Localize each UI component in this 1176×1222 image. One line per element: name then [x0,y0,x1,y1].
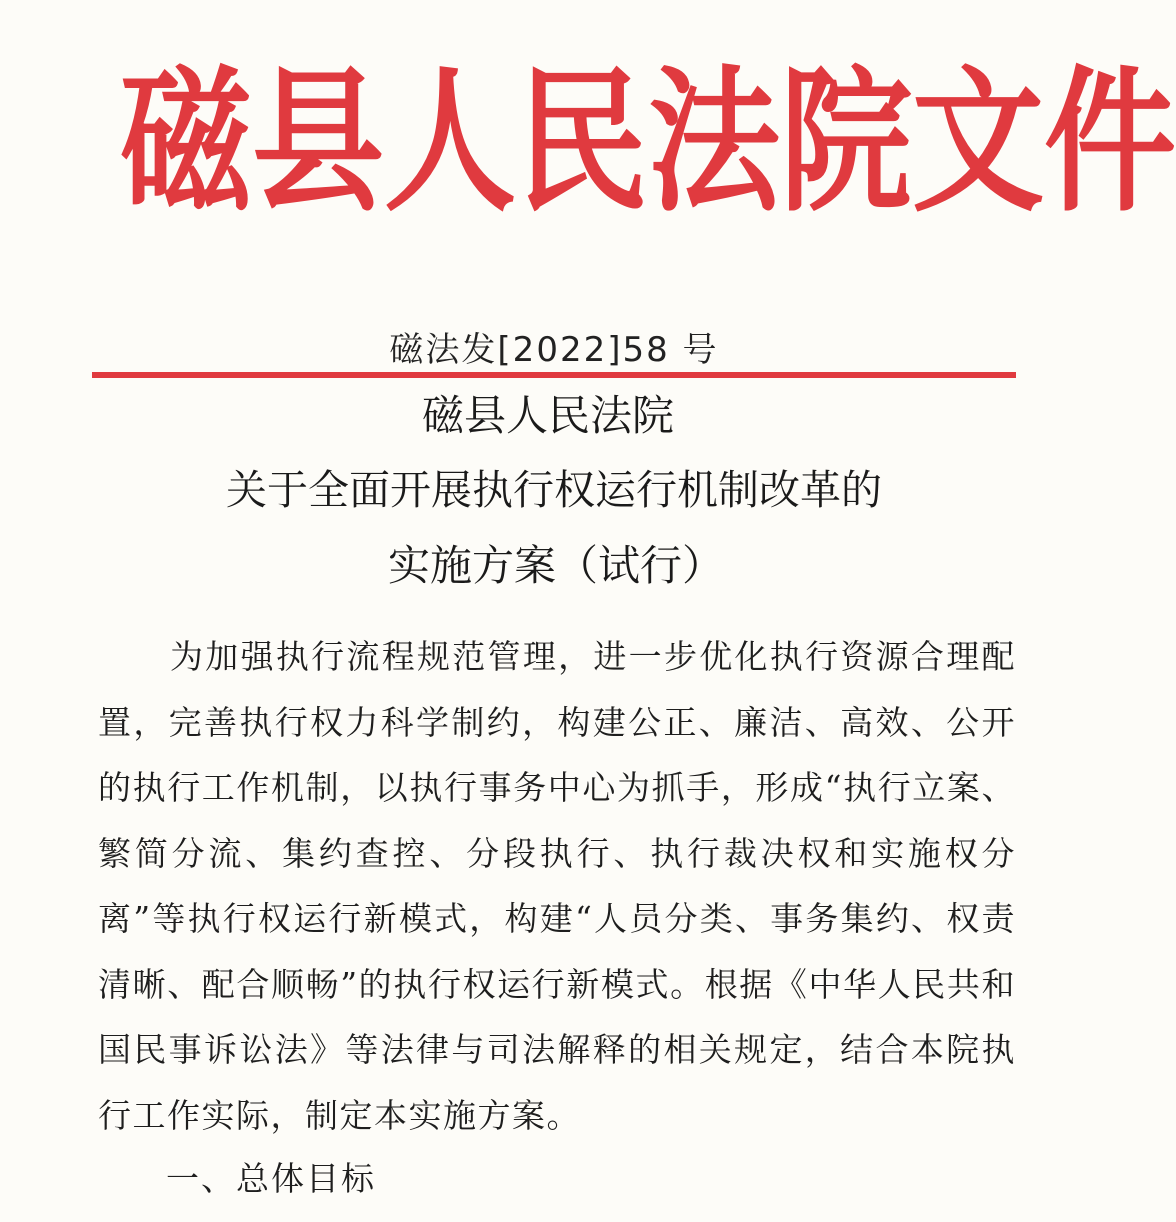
header-char: 县 [252,50,384,234]
body-text [98,624,1016,1148]
header-char: 磁 [120,50,252,234]
red-divider-line [92,372,1016,378]
header-char: 法 [648,50,780,234]
document-number: 磁法发[2022]58 号 [389,330,719,370]
header-char: 文 [912,50,1044,234]
section-heading: 一、总体目标 [166,1159,376,1198]
title-line-1: 磁县人民法院 [421,391,674,440]
header-char: 民 [516,50,648,234]
title-line-2: 关于全面开展执行权运行机制改革的 [226,466,882,514]
header-char: 院 [780,50,912,234]
body-paragraph: 为加强执行流程规范管理，进一步优化执行资源合理配置，完善执行权力科学制约，构建公正、廉洁、高效、公开的执行工作机制，以执行事务中心为抓手，形成“执行立案、繁简分流、集约查控、分段执行、执行裁决权和实施权分离”等执行权运行新模式，构建“人员分类、事务集约、权责清晰、配合顺畅”的执行权运行新模式。根据《中华人民共和国民事诉讼法》等法律与司法解释的相关规定，结合本院执行工作实际，制定本实施方案。 [98,637,1016,1135]
title-line-3: 实施方案（试行） [387,541,724,590]
header-char: 人 [384,50,516,234]
header-char: 件 [1044,50,1176,234]
document-header-title [120,43,1176,244]
